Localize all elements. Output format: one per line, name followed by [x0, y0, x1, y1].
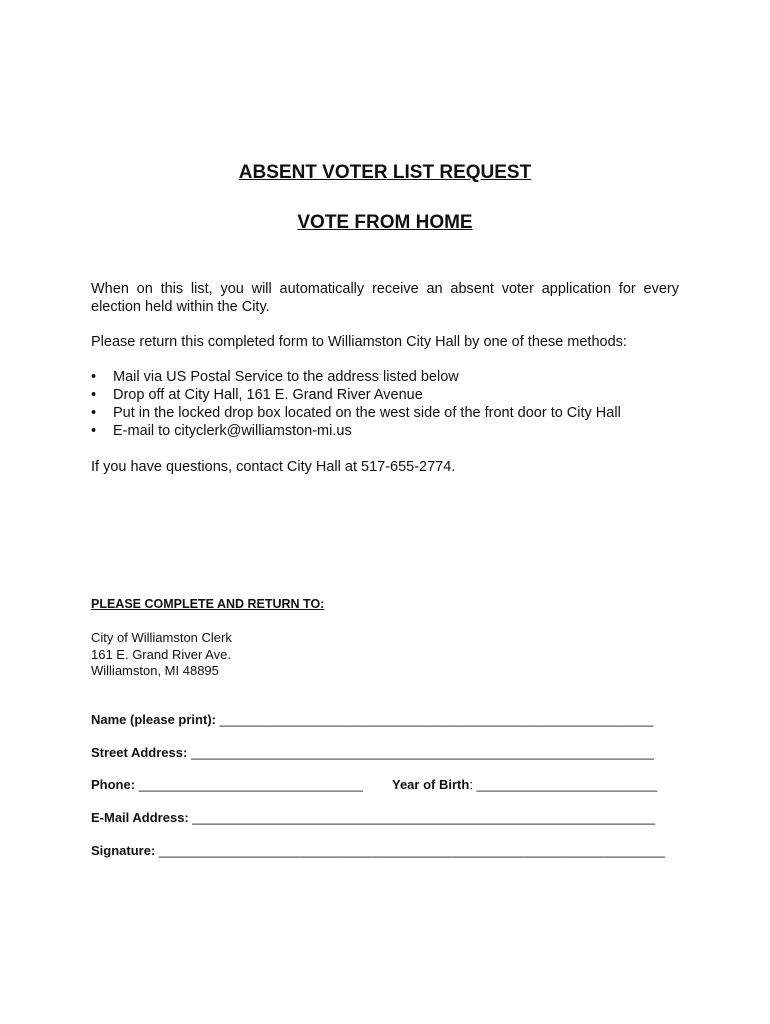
name-field[interactable]: ____________________________________________________________	[219, 712, 654, 727]
name-field-row	[91, 712, 653, 727]
list-item	[91, 404, 621, 422]
phone-label: Phone:	[91, 777, 136, 792]
year-of-birth-field[interactable]: _________________________	[476, 777, 658, 792]
signature-label: Signature:	[91, 843, 156, 858]
method-email: E-mail to cityclerk@williamston-mi.us	[113, 423, 352, 439]
email-field-row	[91, 810, 655, 825]
year-of-birth-colon: :	[469, 777, 473, 792]
email-field[interactable]: ________________________________________________________________	[192, 810, 656, 825]
bullet-icon: •	[91, 405, 97, 421]
signature-field[interactable]: ______________________________________________________________________	[158, 843, 666, 858]
list-item	[91, 386, 621, 404]
document-subtitle: VOTE FROM HOME	[297, 212, 473, 233]
return-heading: PLEASE COMPLETE AND RETURN TO:	[91, 597, 325, 611]
signature-field-row	[91, 843, 665, 858]
intro-paragraph: When on this list, you will automatically receive an absent voter application for every election held within the City.	[91, 281, 679, 315]
address-line-street: 161 E. Grand River Ave.	[91, 646, 231, 662]
method-drop-off: Drop off at City Hall, 161 E. Grand River Avenue	[113, 387, 423, 403]
year-of-birth-row	[392, 777, 657, 792]
method-drop-box: Put in the locked drop box located on the west side of the front door to City Hall	[113, 405, 621, 421]
email-label: E-Mail Address:	[91, 810, 189, 825]
name-label: Name (please print):	[91, 712, 216, 727]
street-address-field[interactable]: ________________________________________________________________	[190, 745, 654, 760]
list-item	[91, 422, 621, 440]
year-of-birth-label: Year of Birth	[392, 777, 470, 792]
return-methods-list	[91, 368, 621, 440]
phone-field[interactable]: _______________________________	[138, 777, 363, 792]
street-address-label: Street Address:	[91, 745, 188, 760]
phone-field-row	[91, 777, 363, 792]
contact-paragraph: If you have questions, contact City Hall at 517-655-2774.	[91, 459, 456, 475]
bullet-icon: •	[91, 423, 97, 439]
address-line-city: Williamston, MI 48895	[91, 663, 219, 678]
return-address	[91, 630, 232, 680]
address-line-name: City of Williamston Clerk	[91, 630, 232, 645]
list-item	[91, 368, 621, 386]
bullet-icon: •	[91, 369, 97, 385]
method-mail: Mail via US Postal Service to the address listed below	[113, 369, 459, 385]
street-field-row	[91, 745, 654, 760]
bullet-icon: •	[91, 387, 97, 403]
document-title: ABSENT VOTER LIST REQUEST	[238, 162, 532, 183]
methods-intro: Please return this completed form to Williamston City Hall by one of these methods:	[91, 334, 627, 350]
